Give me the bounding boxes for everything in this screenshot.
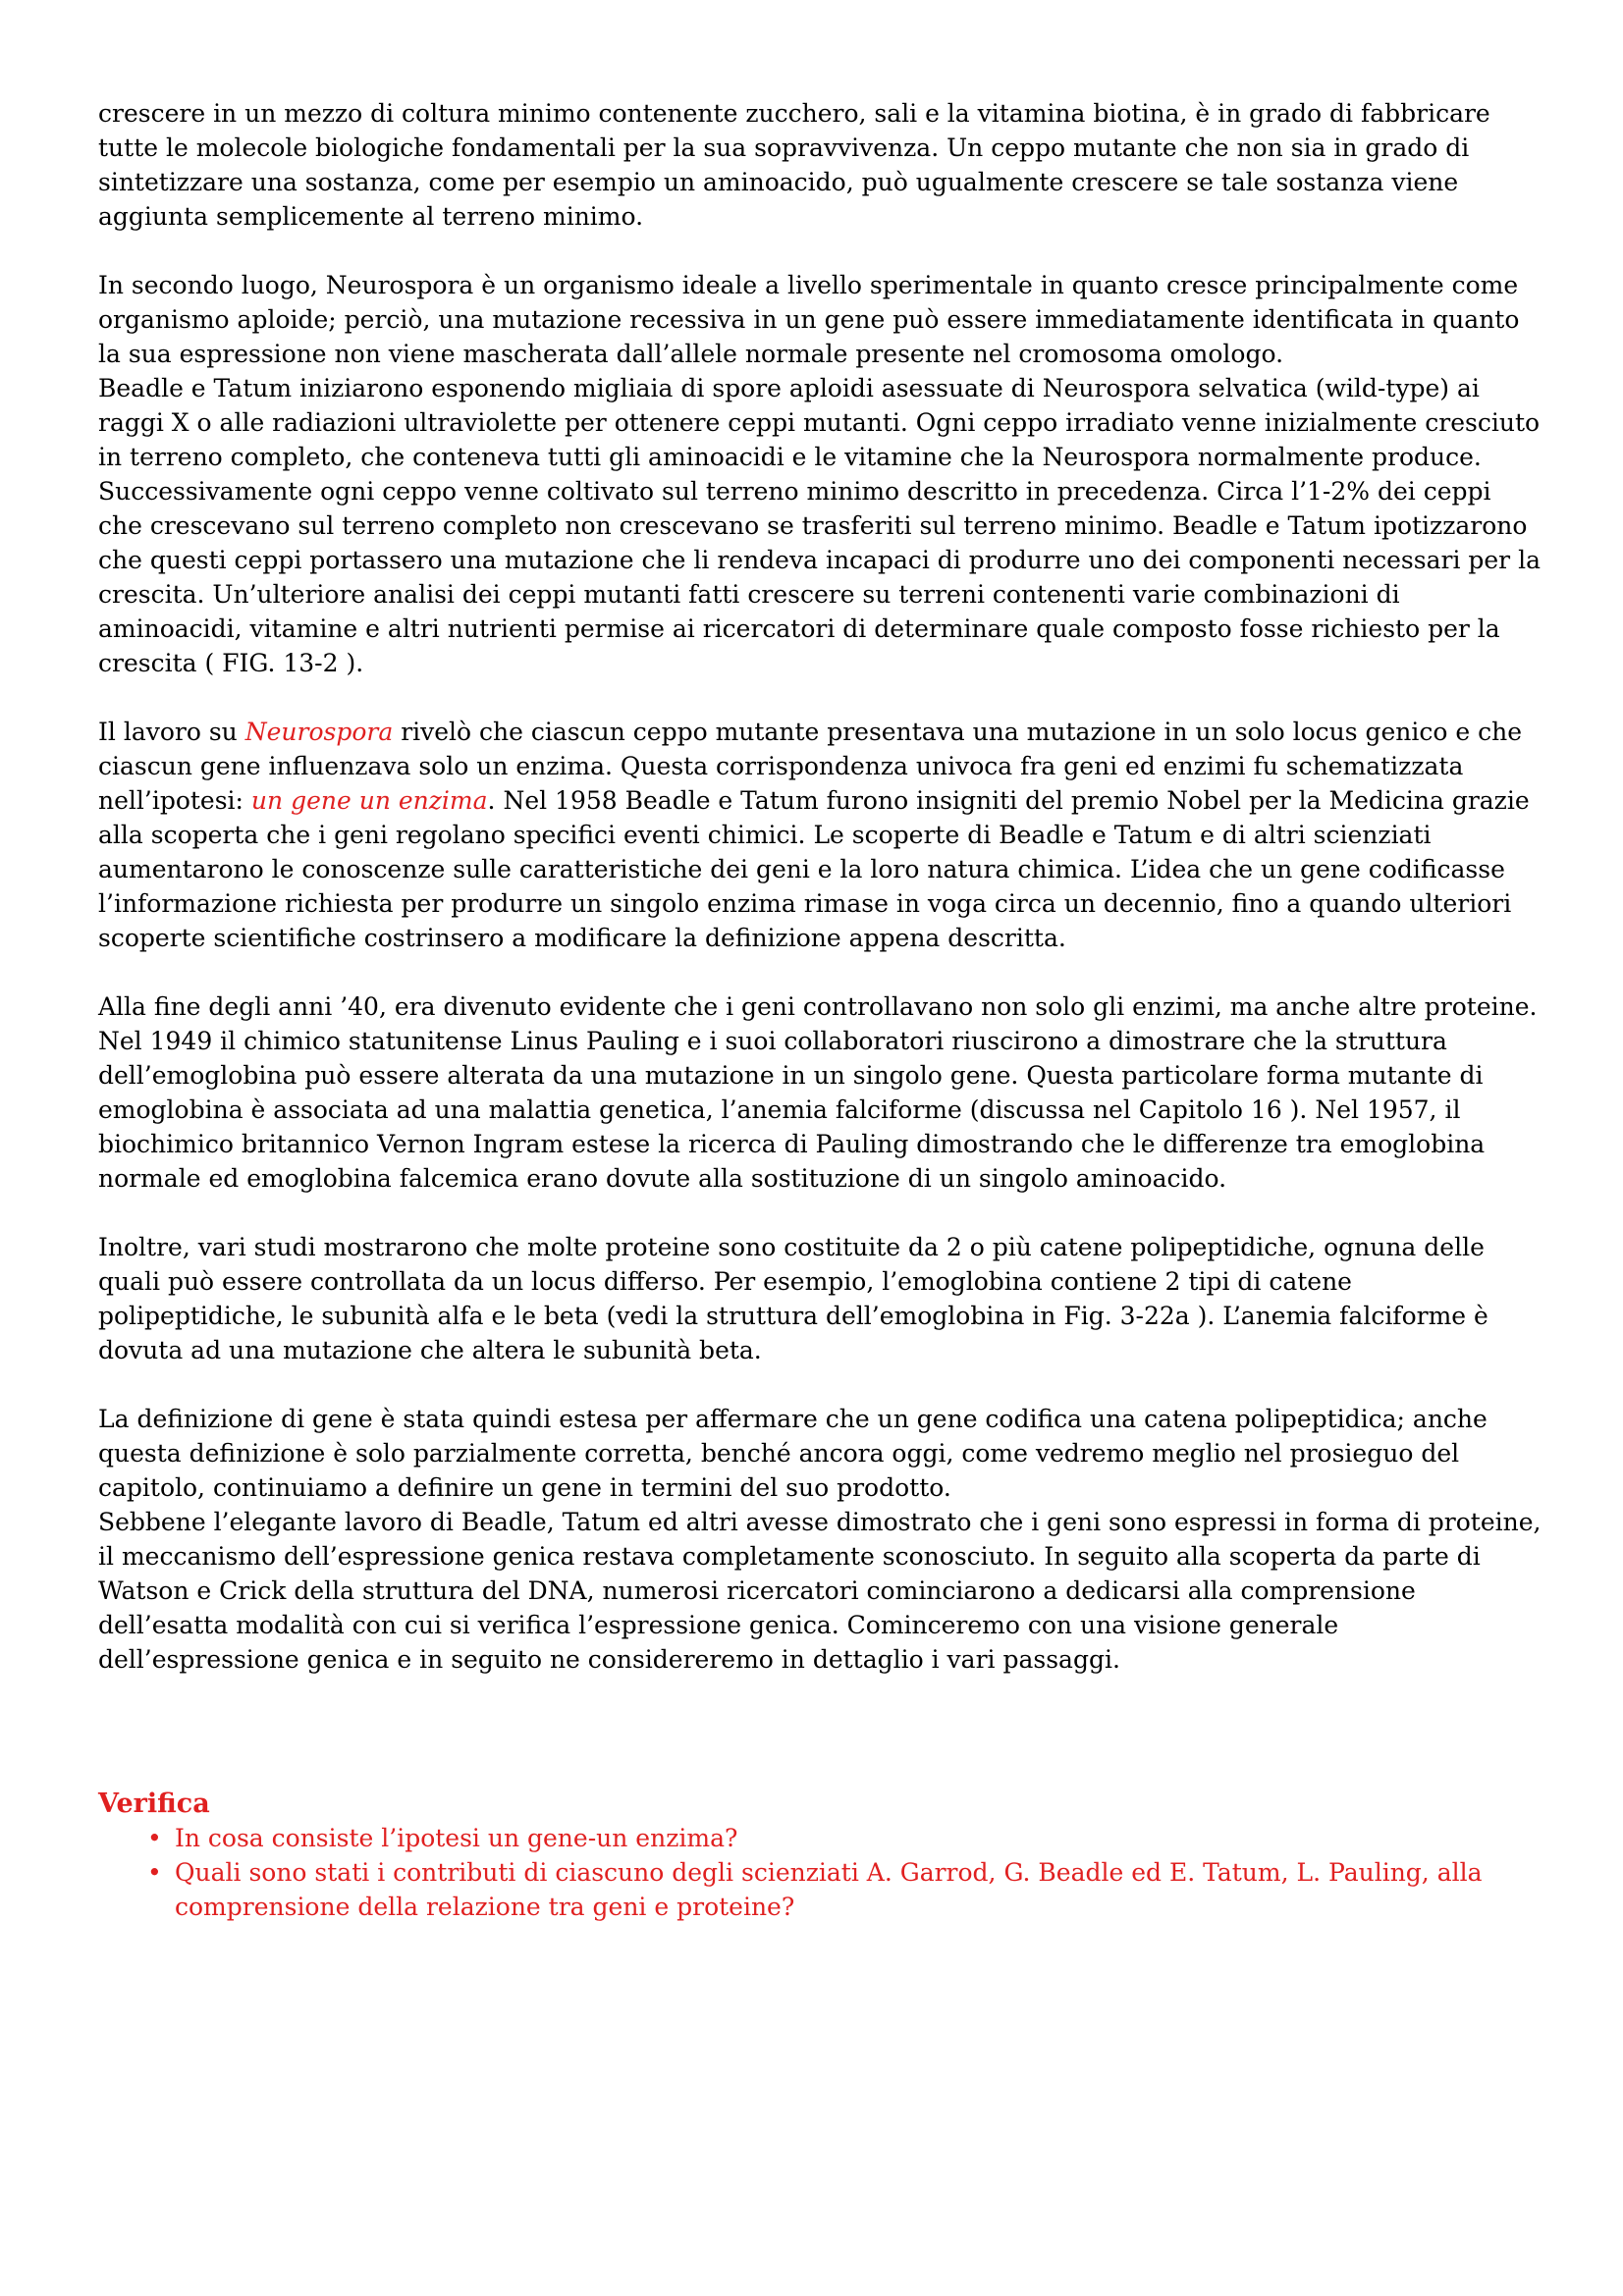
paragraph-beadle-tatum-experiment: Beadle e Tatum iniziarono esponendo migliaia di spore aploidi asessuate di Neurospora selvatica (wild-type) ai raggi X o alle radiazioni ultraviolette per ottenere ceppi mutanti. Ogni ceppo irradiato venne inizialmente cresciuto in terreno completo, che conteneva tutti gli aminoacidi e le vitamine che la Neurospora normalmente produce. Successivamente ogni ceppo venne coltivato sul terreno minimo descritto in precedenza. Circa l’1-2% dei ceppi che crescevano sul terreno completo non crescevano se trasferiti sul terreno minimo. Beadle e Tatum ipotizzarono che questi ceppi portassero una mutazione che li rendeva incapaci di produrre uno dei componenti necessari per la crescita. Un’ulteriore analisi dei ceppi mutanti fatti crescere su terreni contenenti varie combinazioni di aminoacidi, vitamine e altri nutrienti permise ai ricercatori di determinare quale composto fosse richiesto per la crescita ( FIG. 13-2 ). — [98, 374, 1541, 677]
term-neurospora: Neurospora — [244, 718, 394, 746]
bullet-icon: • — [147, 1858, 162, 1887]
verifica-title: Verifica — [98, 1789, 210, 1819]
paragraph-gene-definition: La definizione di gene è stata quindi estesa per affermare che un gene codifica una catena polipeptidica; anche questa definizione è solo parzialmente corretta, benché ancora oggi, come vedremo meglio nel prosieguo del capitolo, continuiamo a definire un gene in termini del suo prodotto. — [98, 1405, 1488, 1502]
paragraph-polypeptide-chains: Inoltre, vari studi mostrarono che molte proteine sono costituite da 2 o più catene polipeptidiche, ognuna delle quali può essere controllata da un locus differso. Per esempio, l’emoglobina contiene 2 tipi di catene polipeptidiche, le subunità alfa e le beta (vedi la struttura dell’emoglobina in Fig. 3-22a ). L’anemia falciforme è dovuta ad una mutazione che altera le subunità beta. — [98, 1233, 1488, 1364]
p4-text-after: . Nel 1958 Beadle e Tatum furono insigniti del premio Nobel per la Medicina grazie alla scoperta che i geni regolano specifici eventi chimici. Le scoperte di Beadle e Tatum e di altri scienziati aumentarono le conoscenze sulle caratteristiche dei geni e la loro natura chimica. L’idea che un gene codificasse l’informazione richiesta per produrre un singolo enzima rimase in voga circa un decennio, fino a quando ulteriori scoperte scientifiche costrinsero a modificare la definizione appena descritta. — [98, 786, 1530, 952]
paragraph-gene-expression: Sebbene l’elegante lavoro di Beadle, Tatum ed altri avesse dimostrato che i geni sono espressi in forma di proteine, il meccanismo dell’espressione genica restava completamente sconosciuto. In seguito alla scoperta da parte di Watson e Crick della struttura del DNA, numerosi ricercatori cominciarono a dedicarsi alla comprensione dell’esatta modalità con cui si verifica l’espressione genica. Cominceremo con una visione generale dell’espressione genica e in seguito ne considereremo in dettaglio i vari passaggi. — [98, 1508, 1542, 1674]
document-page — [98, 96, 1542, 1924]
paragraph-pauling-hemoglobin: Alla fine degli anni ’40, era divenuto evidente che i geni controllavano non solo gli enzimi, ma anche altre proteine. Nel 1949 il chimico statunitense Linus Pauling e i suoi collaboratori riuscirono a dimostrare che la struttura dell’emoglobina può essere alterata da una mutazione in un singolo gene. Questa particolare forma mutante di emoglobina è associata ad una malattia genetica, l’anemia falciforme (discussa nel Capitolo 16 ). Nel 1957, il biochimico britannico Vernon Ingram estese la ricerca di Pauling dimostrando che le differenze tra emoglobina normale ed emoglobina falcemica erano dovute alla sostituzione di un singolo aminoacido. — [98, 992, 1538, 1193]
term-one-gene-one-enzyme: un gene un enzima — [250, 786, 488, 815]
paragraph-one-gene-one-enzyme — [98, 715, 1542, 955]
question-text: Quali sono stati i contributi di ciascuno degli scienziati A. Garrod, G. Beadle ed E. Tatum, L. Pauling, alla comprensione della relazione tra geni e proteine? — [175, 1858, 1483, 1921]
bullet-icon: • — [147, 1824, 162, 1852]
paragraph-minimal-medium: crescere in un mezzo di coltura minimo contenente zucchero, sali e la vitamina biotina, è in grado di fabbricare tutte le molecole biologiche fondamentali per la sua sopravvivenza. Un ceppo mutante che non sia in grado di sintetizzare una sostanza, come per esempio un aminoacido, può ugualmente crescere se tale sostanza viene aggiunta semplicemente al terreno minimo. — [98, 99, 1490, 231]
question-text: In cosa consiste l’ipotesi un gene-un enzima? — [175, 1824, 738, 1852]
p4-text-middle: rivelò che ciascun ceppo mutante presentava una mutazione in un solo locus genico e che ciascun gene influenzava solo un enzima. Questa corrispondenza univoca fra geni ed enzimi fu schematizzata nell’ipotesi: — [98, 718, 1523, 815]
verifica-section — [98, 1787, 1542, 1924]
p4-text-before: Il lavoro su — [98, 718, 245, 746]
paragraph-haploid-organism: In secondo luogo, Neurospora è un organismo ideale a livello sperimentale in quanto cresce principalmente come organismo aploide; perciò, una mutazione recessiva in un gene può essere immediatamente identificata in quanto la sua espressione non viene mascherata dall’allele normale presente nel cromosoma omologo. — [98, 271, 1520, 368]
verifica-question — [147, 1821, 1542, 1855]
verifica-questions — [98, 1821, 1542, 1924]
verifica-question — [147, 1855, 1542, 1924]
